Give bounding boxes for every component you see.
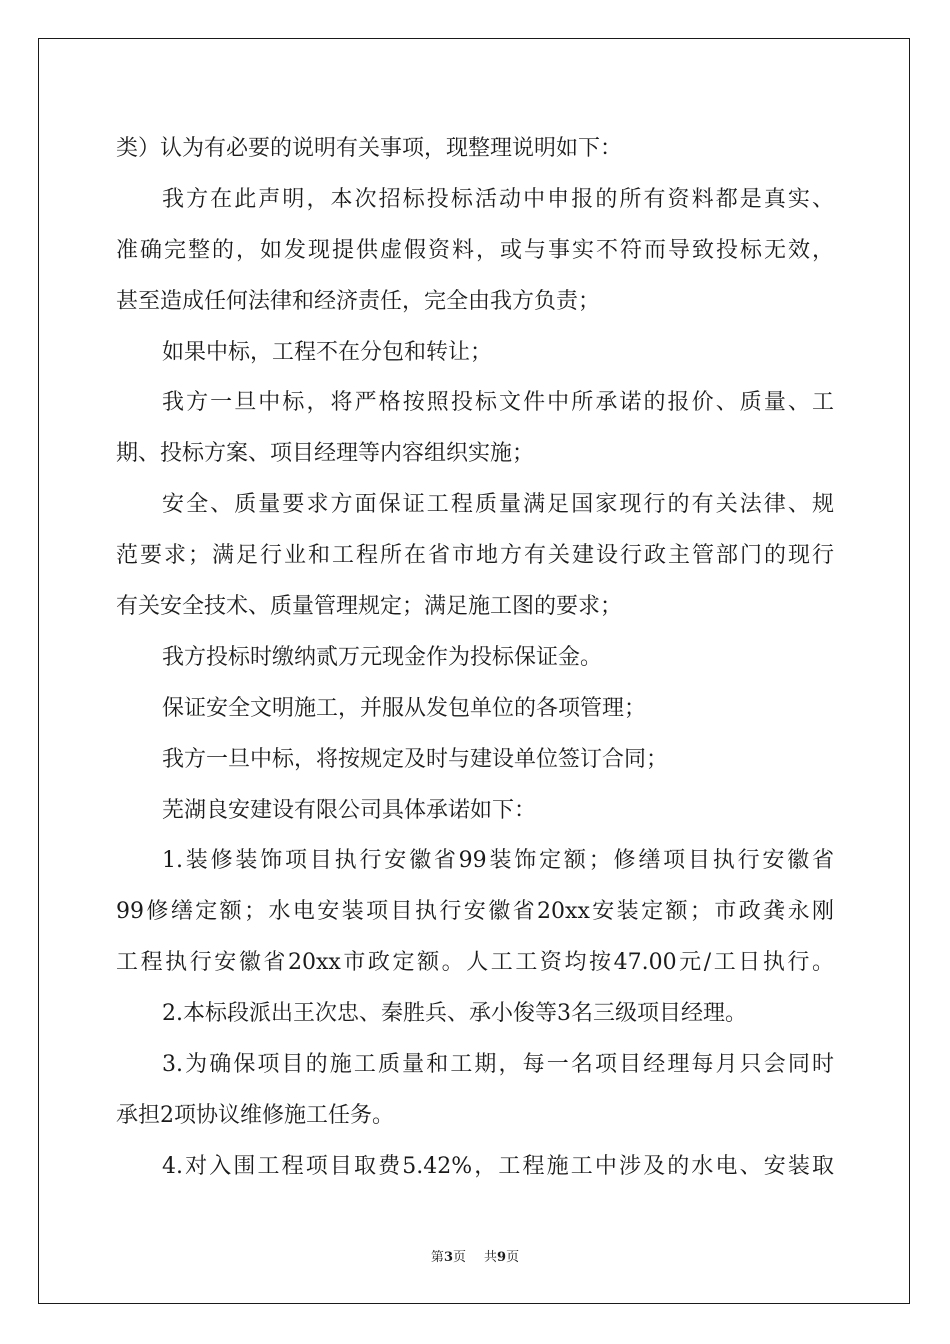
text-line: 期、投标方案、项目经理等内容组织实施；	[116, 441, 535, 467]
paragraph-line: 我方一旦中标，将严格按照投标文件中所承诺的报价、质量、工	[162, 390, 834, 416]
text-line: 有关安全技术、质量管理规定；满足施工图的要求；	[116, 594, 623, 620]
paragraph-line: 芜湖良安建设有限公司具体承诺如下：	[162, 797, 537, 823]
page-prefix: 第	[430, 1250, 444, 1265]
list-item-line: 1.装修装饰项目执行安徽省99装饰定额；修缮项目执行安徽省	[162, 848, 834, 874]
paragraph-line: 保证安全文明施工，并服从发包单位的各项管理；	[162, 695, 647, 721]
list-item-line: 2.本标段派出王次忠、秦胜兵、承小俊等3名三级项目经理。	[162, 1001, 747, 1027]
paragraph-line: 安全、质量要求方面保证工程质量满足国家现行的有关法律、规	[162, 492, 834, 518]
text-line: 99修缮定额；水电安装项目执行安徽省20xx安装定额；市政龚永刚	[116, 899, 834, 925]
page-unit: 页	[452, 1250, 466, 1265]
document-body	[116, 124, 834, 1193]
text-line: 工程执行安徽省20xx市政定额。人工工资均按47.00元/工日执行。	[116, 950, 834, 976]
paragraph-line: 如果中标，工程不在分包和转让；	[162, 339, 493, 365]
text-line: 甚至造成任何法律和经济责任，完全由我方负责；	[116, 288, 601, 314]
list-item-line: 4.对入围工程项目取费5.42%，工程施工中涉及的水电、安装取	[162, 1153, 834, 1179]
total-prefix: 共	[484, 1250, 498, 1265]
page-footer	[0, 1246, 950, 1265]
list-item-line: 3.为确保项目的施工质量和工期，每一名项目经理每月只会同时	[162, 1052, 834, 1078]
paragraph-line: 我方一旦中标，将按规定及时与建设单位签订合同；	[162, 746, 669, 772]
text-line: 准确完整的，如发现提供虚假资料，或与事实不符而导致投标无效，	[116, 237, 834, 263]
text-line: 范要求；满足行业和工程所在省市地方有关建设行政主管部门的现行	[116, 543, 834, 569]
total-unit: 页	[506, 1250, 520, 1265]
text-line: 类）认为有必要的说明有关事项，现整理说明如下：	[116, 136, 623, 161]
paragraph-line: 我方投标时缴纳贰万元现金作为投标保证金。	[162, 644, 603, 670]
text-line: 承担2项协议维修施工任务。	[116, 1102, 394, 1128]
current-page-number: 3	[443, 1250, 453, 1265]
total-page-number: 9	[497, 1250, 507, 1265]
paragraph-line: 我方在此声明，本次招标投标活动中申报的所有资料都是真实、	[162, 186, 834, 212]
